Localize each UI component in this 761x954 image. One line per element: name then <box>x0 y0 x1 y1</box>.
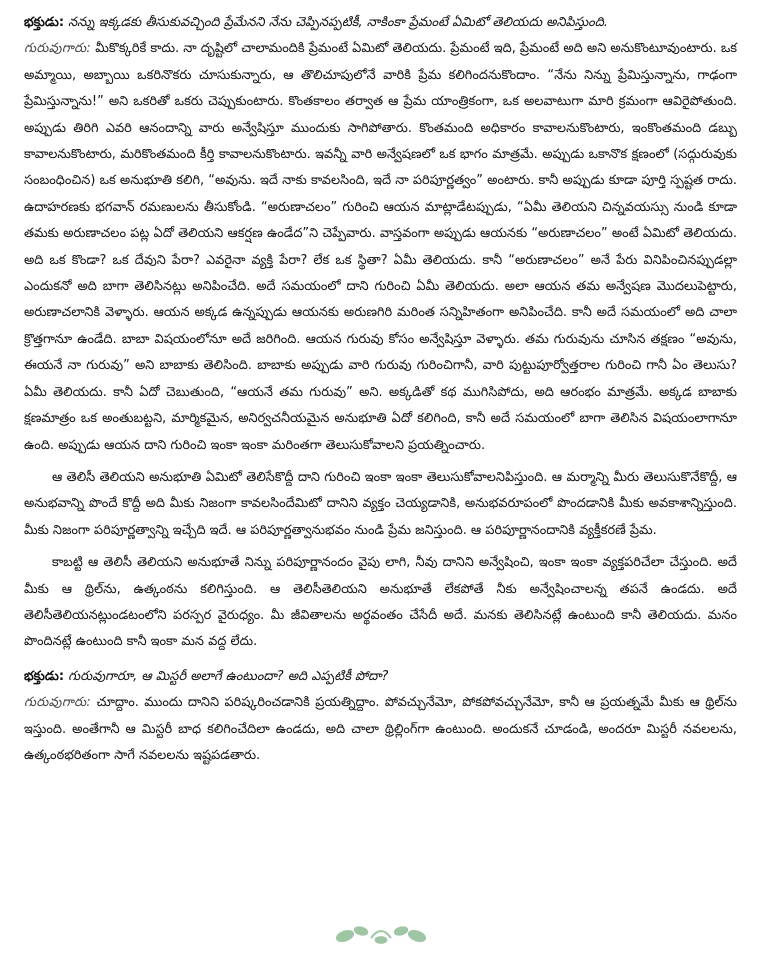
speaker-label-devotee: భక్తుడు: <box>24 15 65 30</box>
body-paragraph-2 <box>24 465 737 544</box>
leaf-ornament-icon <box>331 920 431 946</box>
paragraph-text: ఆ తెలిసీ తెలియని అనుభూతి ఏమిటో తెలిసేకొద్దీ దాని గురించి ఇంకా ఇంకా తెలుసుకోవాలనిపిస్తుంది. ఆ మర్మాన్ని మీరు తెలుసుకొనేకొద్దీ, ఆ అనుభవాన్ని పొందే కొద్దీ అది మీకు నిజంగా కావలసిందేమిటో దానిని వ్యక్తం చెయ్యడానికి, అనుభవరూపంలో పొందడానికి మీకు అవకాశాన్నిస్తుంది. మీకు నిజంగా పరిపూర్ణత్వాన్ని ఇచ్చేది ఇదే. ఆ పరిపూర్ణత్వానుభవం నుండి ప్రేమ జనిస్తుంది. ఆ పరిపూర్ణానందానికి వ్యక్తీకరణే ప్రేమ. <box>24 469 737 538</box>
paragraph-text: నన్ను ఇక్కడకు తీసుకువచ్చింది ప్రేమేనని నేను చెప్పినప్పటికీ, నాకింకా ప్రేమంటే ఏమిటో తెలియదు అనిపిస్తుంది. <box>64 15 608 30</box>
speaker-label-devotee: భక్తుడు: <box>24 668 65 684</box>
guru-answer-1 <box>24 36 737 459</box>
paragraph-text: మీకొక్కరికే కాదు. నా దృష్టిలో చాలామందికి ప్రేమంటే ఏమిటో తెలియదు. ప్రేమంటే ఇది, ప్రేమంటే అది అని అనుకొంటూవుంటారు. ఒక అమ్మాయి, అబ్బాయి ఒకరినొకరు చూసుకున్నారు, ఆ తొలిచూపులోనే వారికి ప్రేమ కలిగిందనుకొందాం. “నేను నిన్ను ప్రేమిస్తున్నాను, గాఢంగా ప్రేమిస్తున్నాను!” అని ఒకరితో ఒకరు చెప్పుకుంటారు. కొంతకాలం తర్వాత ఆ ప్రేమ యాంత్రికంగా, ఒక అలవాటుగా మారి క్రమంగా ఆవిరైపోతుంది. అప్పుడు తిరిగి ఎవరి ఆనందాన్ని వారు అన్వేషిస్తూ ముందుకు సాగిపోతారు. కొంతమంది అధికారం కావాలనుకొంటారు, ఇంకొంతమంది డబ్బు కావాలనుకొంటారు, మరికొంతమంది కీర్తి కావాలనుకొంటారు. ఇవన్నీ వారి అన్వేషణలో ఒక భాగం మాత్రమే. అప్పుడు ఒకానొక క్షణంలో (సద్గురువుకు సంబంధించిన) ఒక అనుభూతి కలిగి, “అవును. ఇదే నాకు కావలసింది, ఇదే నా పరిపూర్ణత్వం” అంటారు. కానీ అప్పుడు కూడా పూర్తి స్పష్టత రాదు. ఉదాహరణకు భగవాన్ రమణులను తీసుకోండి. “అరుణాచలం” గురించి ఆయన మాట్లాడేటప్పుడు, “ఏమీ తెలియని చిన్నవయస్సు నుండి కూడా తమకు అరుణాచలం పట్ల ఏదో తెలియని ఆకర్షణ ఉండేద”ని చెప్పేవారు. వాస్తవంగా అప్పుడు ఆయనకు “అరుణాచలం” అంటే ఏమిటో తెలియదు. అది ఒక కొండా? ఒక దేవుని పేరా? ఎవరైనా వ్యక్తి పేరా? లేక ఒక స్థితా? ఏమీ తెలియదు. కానీ “అరుణాచలం” అనే పేరు వినిపించినప్పుడల్లా ఎందుకనో అది బాగా తెలిసినట్లు అనిపించేది. అదే సమయంలో దాని గురించి ఏమీ తెలియదు. అలా ఆయన తమ అన్వేషణ మొదలుపెట్టారు, అరుణాచలానికి వెళ్ళారు. ఆయన అక్కడ ఉన్నప్పుడు ఆయనకు అరుణగిరి మరింత సన్నిహితంగా అనిపించేది. కానీ అదే సమయంలో అది చాలా క్రొత్తగానూ ఉండేది. బాబా విషయంలోనూ అదే జరిగింది. ఆయన గురువు కోసం అన్వేషిస్తూ వెళ్ళారు. తమ గురువును చూసిన తక్షణం “అవును, ఈయనే నా గురువు” అని బాబాకు తెలిసింది. బాబాకు అప్పుడు వారి గురువు గురించిగానీ, వారి పుట్టుపూర్వోత్తరాల గురించి గానీ ఏం తెలుసు? ఏమీ తెలియదు. కానీ ఏదో చెబుతుంది, “ఆయనే తమ గురువు” అని. అక్కడితో కథ ముగిసిపోదు, అది ఆరంభం మాత్రమే. అక్కడ బాబాకు క్షణమాత్రం ఒక అంతుబట్టని, మార్మికమైన, అనిర్వచనీయమైన అనుభూతి ఏదో కలిగింది, కానీ అదే సమయంలో బాగా తెలిసిన విషయంలాగానూ ఉంది. అప్పుడు ఆయన దాని గురించి ఇంకా ఇంకా మరింతగా తెలుసుకోవాలని ప్రయత్నించారు. <box>24 41 737 453</box>
paragraph-text: కాబట్టి ఆ తెలిసీ తెలియని అనుభూతే నిన్ను పరిపూర్ణానందం వైపు లాగి, నీవు దానిని అన్వేషించి, ఇంకా ఇంకా వ్యక్తపరిచేలా చేస్తుంది. అదే మీకు ఆ థ్రిల్‌ను, ఉత్కంఠను కలిగిస్తుంది. ఆ తెలిసీతెలియని అనుభూతే లేకపోతే నీకు అన్వేషించాలన్న తపనే ఉండదు. అదే తెలిసీతెలియనట్లుండటంలోని పరస్పర వైరుధ్యం. మీ జీవితాలను అర్థవంతం చేసేదీ అదే. మనకు తెలిసినట్లే ఉంటుంది కానీ తెలియదు. మనం పొందినట్లే ఉంటుంది కానీ ఇంకా మన వద్ద లేదు. <box>24 555 737 650</box>
paragraph-text: చూద్దాం. ముందు దానిని పరిష్కరించడానికి ప్రయత్నిద్దాం. పోవచ్చునేమో, పోకపోవచ్చునేమో, కానీ ఆ ప్రయత్నమే మీకు ఆ థ్రిల్‌ను ఇస్తుంది. అంతేగానీ ఆ మిస్టరీ బాధ కలిగించేదిలా ఉండదు, అది చాలా థ్రిల్లింగ్‌గా ఉంటుంది. అందుకనే చూడండి, అందరూ మిస్టరీ నవలలను, ఉత్కంఠభరితంగా సాగే నవలలను ఇష్టపడతారు. <box>24 695 737 763</box>
paragraph-text: గురువుగారూ, ఆ మిస్టరీ అలాగే ఉంటుందా? అది ఎప్పటికీ పోదా? <box>64 668 389 684</box>
speaker-label-guru: గురువుగారు: <box>24 695 92 711</box>
devotee-question-1 <box>24 10 737 36</box>
guru-answer-2 <box>24 690 737 769</box>
devotee-question-2 <box>24 664 737 690</box>
body-paragraph-3 <box>24 550 737 656</box>
speaker-label-guru: గురువుగారు: <box>24 41 92 57</box>
